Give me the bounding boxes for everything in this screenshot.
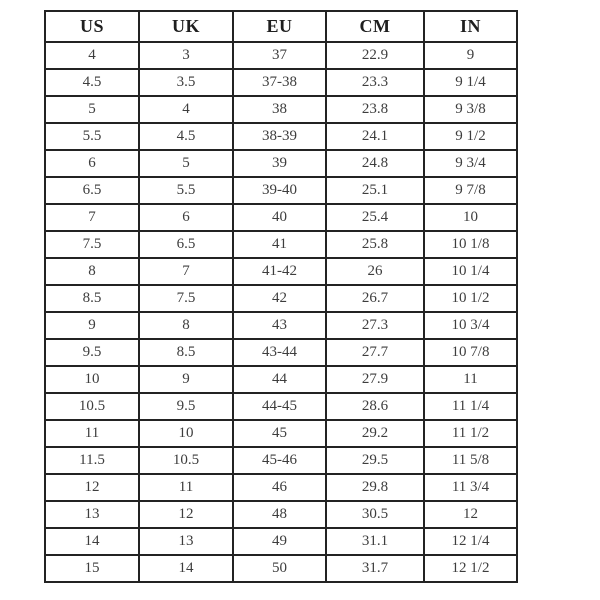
table-cell: 26 (326, 258, 424, 285)
table-cell: 24.1 (326, 123, 424, 150)
table-cell: 41-42 (233, 258, 326, 285)
table-cell: 10 1/4 (424, 258, 517, 285)
table-cell: 10 1/8 (424, 231, 517, 258)
table-row (45, 312, 517, 339)
table-cell: 9 3/4 (424, 150, 517, 177)
table-row (45, 204, 517, 231)
table-cell: 24.8 (326, 150, 424, 177)
table-cell: 4 (139, 96, 233, 123)
table-cell: 8.5 (45, 285, 139, 312)
table-cell: 14 (139, 555, 233, 582)
header-cell-in: IN (424, 11, 517, 42)
table-row (45, 501, 517, 528)
table-cell: 27.7 (326, 339, 424, 366)
table-cell: 27.9 (326, 366, 424, 393)
table-cell: 42 (233, 285, 326, 312)
table-cell: 7.5 (45, 231, 139, 258)
table-cell: 8 (139, 312, 233, 339)
table-cell: 10.5 (139, 447, 233, 474)
header-cell-us: US (45, 11, 139, 42)
table-cell: 43-44 (233, 339, 326, 366)
table-row (45, 474, 517, 501)
table-row (45, 42, 517, 69)
table-cell: 11.5 (45, 447, 139, 474)
table-cell: 7 (45, 204, 139, 231)
table-cell: 50 (233, 555, 326, 582)
table-cell: 10 1/2 (424, 285, 517, 312)
table-row (45, 177, 517, 204)
table-cell: 9 1/4 (424, 69, 517, 96)
table-header-row (45, 11, 517, 42)
table-cell: 5.5 (45, 123, 139, 150)
table-row (45, 447, 517, 474)
table-cell: 9 (45, 312, 139, 339)
table-cell: 25.4 (326, 204, 424, 231)
table-row (45, 528, 517, 555)
table-row (45, 339, 517, 366)
table-cell: 10 (139, 420, 233, 447)
table-cell: 12 (424, 501, 517, 528)
table-cell: 27.3 (326, 312, 424, 339)
table-cell: 11 (139, 474, 233, 501)
header-cell-cm: CM (326, 11, 424, 42)
table-cell: 10.5 (45, 393, 139, 420)
table-cell: 38-39 (233, 123, 326, 150)
table-cell: 45-46 (233, 447, 326, 474)
table-cell: 3 (139, 42, 233, 69)
table-row (45, 96, 517, 123)
table-row (45, 420, 517, 447)
table-cell: 11 3/4 (424, 474, 517, 501)
table-cell: 10 (45, 366, 139, 393)
table-cell: 3.5 (139, 69, 233, 96)
table-cell: 30.5 (326, 501, 424, 528)
table-cell: 9 3/8 (424, 96, 517, 123)
table-cell: 25.1 (326, 177, 424, 204)
table-cell: 10 7/8 (424, 339, 517, 366)
table-cell: 48 (233, 501, 326, 528)
table-cell: 41 (233, 231, 326, 258)
table-cell: 6 (139, 204, 233, 231)
table-cell: 9.5 (139, 393, 233, 420)
table-cell: 11 1/2 (424, 420, 517, 447)
table-cell: 13 (45, 501, 139, 528)
table-cell: 5.5 (139, 177, 233, 204)
table-row (45, 231, 517, 258)
table-cell: 11 (424, 366, 517, 393)
table-cell: 14 (45, 528, 139, 555)
table-cell: 37-38 (233, 69, 326, 96)
table-cell: 10 (424, 204, 517, 231)
table-cell: 12 1/2 (424, 555, 517, 582)
table-cell: 23.8 (326, 96, 424, 123)
table-row (45, 69, 517, 96)
table-cell: 7 (139, 258, 233, 285)
table-cell: 11 1/4 (424, 393, 517, 420)
table-body (45, 42, 517, 582)
table-cell: 25.8 (326, 231, 424, 258)
shoe-size-conversion-table (44, 10, 518, 583)
table-cell: 6.5 (139, 231, 233, 258)
table-cell: 38 (233, 96, 326, 123)
table-cell: 12 (139, 501, 233, 528)
table-cell: 29.8 (326, 474, 424, 501)
table-cell: 4 (45, 42, 139, 69)
table-cell: 49 (233, 528, 326, 555)
table-cell: 5 (45, 96, 139, 123)
table-cell: 7.5 (139, 285, 233, 312)
table-cell: 40 (233, 204, 326, 231)
header-cell-uk: UK (139, 11, 233, 42)
table-cell: 4.5 (139, 123, 233, 150)
table-cell: 31.7 (326, 555, 424, 582)
table-cell: 5 (139, 150, 233, 177)
table-cell: 39-40 (233, 177, 326, 204)
table-row (45, 393, 517, 420)
table-row (45, 123, 517, 150)
table-cell: 39 (233, 150, 326, 177)
table-cell: 22.9 (326, 42, 424, 69)
table-cell: 11 (45, 420, 139, 447)
table-cell: 6.5 (45, 177, 139, 204)
table-cell: 46 (233, 474, 326, 501)
table-cell: 44 (233, 366, 326, 393)
table-cell: 10 3/4 (424, 312, 517, 339)
table-cell: 12 1/4 (424, 528, 517, 555)
table-cell: 13 (139, 528, 233, 555)
table-cell: 9 7/8 (424, 177, 517, 204)
table-cell: 6 (45, 150, 139, 177)
table-cell: 29.5 (326, 447, 424, 474)
table-row (45, 285, 517, 312)
table-cell: 26.7 (326, 285, 424, 312)
table-cell: 28.6 (326, 393, 424, 420)
table-cell: 11 5/8 (424, 447, 517, 474)
table-cell: 29.2 (326, 420, 424, 447)
header-cell-eu: EU (233, 11, 326, 42)
table-cell: 23.3 (326, 69, 424, 96)
table-row (45, 555, 517, 582)
table-cell: 44-45 (233, 393, 326, 420)
table-cell: 15 (45, 555, 139, 582)
table-cell: 4.5 (45, 69, 139, 96)
table-cell: 8.5 (139, 339, 233, 366)
table-cell: 9.5 (45, 339, 139, 366)
table-row (45, 366, 517, 393)
table-cell: 37 (233, 42, 326, 69)
table-cell: 9 1/2 (424, 123, 517, 150)
table-cell: 12 (45, 474, 139, 501)
table-cell: 31.1 (326, 528, 424, 555)
table-row (45, 258, 517, 285)
table-cell: 45 (233, 420, 326, 447)
table-cell: 43 (233, 312, 326, 339)
table-cell: 9 (139, 366, 233, 393)
table-cell: 8 (45, 258, 139, 285)
table-row (45, 150, 517, 177)
table-cell: 9 (424, 42, 517, 69)
